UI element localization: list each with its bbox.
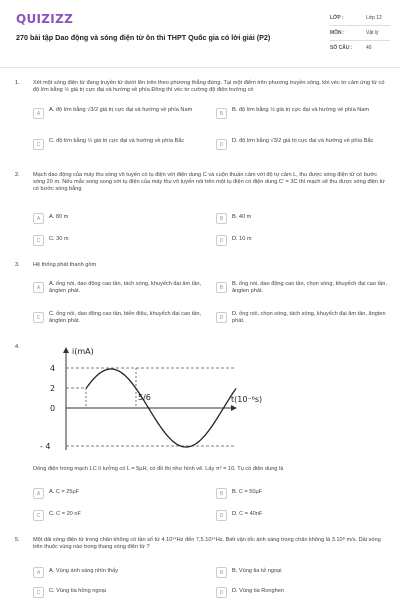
choice-letter-box: A — [33, 282, 44, 293]
choice-c[interactable]: C C. ống nói, dao động cao tần, biến điệu, khuyếch đại cao tần, ăngten phát. — [33, 310, 213, 330]
choice-label: độ lớn bằng √3/2 giá trị cực đại và hướng về phía Nam — [55, 107, 193, 113]
choice-letter-box: B — [216, 488, 227, 499]
choice-letter-box: B — [216, 213, 227, 224]
x-tick-5-6: 5/6 — [138, 393, 151, 402]
choice-label: 10 m — [239, 236, 252, 242]
question-text: Xét một sóng điện từ đang truyền từ dưới lên trên theo phương thẳng đứng. Tại một điểm trên phương truyền sóng, khi véc tơ cảm ứng từ có độ lớn bằng ½ giá trị cực đại và hướng về phía Đông thì véc tơ cường độ điện trường có — [33, 80, 385, 93]
current-graph — [36, 342, 296, 462]
choice-label: độ lớn bằng ½ giá trị cực đại và hướng về phía Bắc — [56, 138, 185, 144]
divider — [330, 40, 390, 41]
choice-letter-box: D — [216, 587, 227, 598]
choice-letter-box: A — [33, 108, 44, 119]
y-tick-2: 2 — [50, 384, 56, 393]
choice-label: Vùng ánh sáng nhìn thấy — [55, 568, 119, 574]
choice-letter-box: D — [216, 235, 227, 246]
choice-label: 80 m — [55, 214, 69, 220]
quizizz-logo: QUIZIZZ — [16, 12, 74, 26]
page-header — [0, 0, 400, 68]
choice-letter-box: C — [33, 587, 44, 598]
choice-label: Vùng tia tử ngoại — [238, 568, 282, 574]
question-text: Hệ thống phát thanh gồm — [33, 262, 97, 268]
choice-label: độ lớn bằng ½ giá trị cực đại và hướng về phía Nam — [238, 107, 370, 113]
y-tick-minus4: - 4 — [40, 442, 51, 451]
choice-d[interactable]: D D. 10 m — [216, 233, 396, 253]
choice-letter-box: B — [216, 108, 227, 119]
choice-label: C = 25μF — [55, 489, 80, 495]
choice-b[interactable]: B B. ống nói, dao động cao tần, chọn sóng, khuyếch đại cao tần, ăngten phát. — [216, 280, 396, 300]
divider — [330, 25, 390, 26]
page-title: 270 bài tập Dao động và sóng điện từ ôn thi THPT Quốc gia có lời giải (P2) — [16, 33, 271, 42]
choice-letter-box: A — [33, 213, 44, 224]
choice-label: ống nói, chọn sóng, tách sóng, khuyếch đại âm tần, ăngten phát. — [232, 311, 386, 324]
choice-label: 30 m — [56, 236, 69, 242]
choice-label: độ lớn bằng √3/2 giá trị cực đại và hướng về phía Bắc — [239, 138, 374, 144]
meta-label: LỚP : — [330, 15, 344, 21]
choice-letter-box: A — [33, 567, 44, 578]
choice-label: ống nói, dao động cao tần, tách sóng, khuyếch đại âm tần, ăngten phát. — [49, 281, 202, 294]
choice-letter-box: D — [216, 139, 227, 150]
question-number: 5. — [15, 537, 20, 543]
choice-letter-box: C — [33, 510, 44, 521]
choice-d[interactable]: D D. ống nói, chọn sóng, tách sóng, khuyếch đại âm tần, ăngten phát. — [216, 310, 396, 330]
choice-a[interactable]: A A. ống nói, dao động cao tần, tách sóng, khuyếch đại âm tần, ăngten phát. — [33, 280, 213, 300]
choice-b[interactable]: B B. Vùng tia tử ngoại — [216, 565, 396, 585]
choice-label: C = 40nF — [239, 511, 263, 517]
meta-value: 40 — [366, 45, 372, 51]
question-number: 1. — [15, 80, 20, 86]
choice-label: ống nói, dao động cao tần, chọn sóng, khuyếch đại cao tần, ăngten phát. — [232, 281, 387, 294]
choice-d[interactable]: D D. Vùng tia Ronghen — [216, 585, 396, 600]
choice-a[interactable]: A A. độ lớn bằng √3/2 giá trị cực đại và hướng về phía Nam — [33, 106, 213, 126]
choice-a[interactable]: A A. Vùng ánh sáng nhìn thấy — [33, 565, 213, 585]
question-text: Mạch dao động của máy thu sóng vô tuyến có tụ điện với điện dung C và cuộn thuần cảm với độ tự cảm L, thu được sóng điện từ có bước sóng 20 m. Nếu mắc song song với tụ điện của máy thu vô tuyến nói trên một tụ điện có điện dung C' = 3C thì mạch sẽ thu được sóng điện từ có bước sóng bằng — [33, 172, 385, 192]
meta-label: MÔN : — [330, 30, 345, 36]
y-axis-label: i(mA) — [72, 347, 94, 356]
question-text: Một dải sóng điện từ trong chân không có tần số từ 4.10¹⁴Hz đến 7,5.10¹⁴Hz. Biết vận tốc ánh sáng trong chân không là 3.10⁸ m/s. Dải sóng trên thuộc vùng nào trong thang sóng điện từ ? — [33, 537, 381, 550]
choice-c[interactable]: C C. Vùng tia hồng ngoại — [33, 585, 213, 600]
choice-d[interactable]: D D. C = 40nF — [216, 508, 396, 528]
choice-c[interactable]: C C. độ lớn bằng ½ giá trị cực đại và hướng về phía Bắc — [33, 137, 213, 157]
choice-b[interactable]: B B. độ lớn bằng ½ giá trị cực đại và hướng về phía Nam — [216, 106, 396, 126]
choice-letter-box: D — [216, 510, 227, 521]
meta-label: SỐ CÂU : — [330, 45, 353, 51]
choice-b[interactable]: B B. C = 50μF — [216, 486, 396, 506]
question-number: 2. — [15, 172, 20, 178]
choice-letter-box: C — [33, 235, 44, 246]
choice-label: 40 m — [238, 214, 252, 220]
choice-letter-box: D — [216, 312, 227, 323]
choice-label: C = 50μF — [238, 489, 263, 495]
question-number: 3. — [15, 262, 20, 268]
choice-letter-box: B — [216, 567, 227, 578]
y-tick-4: 4 — [50, 364, 56, 373]
question-text: Dòng điện trong mạch LC lí tưởng có L = 5μH, có đồ thị như hình vẽ. Lấy π² = 10. Tụ có điện dung là — [33, 466, 284, 472]
choice-c[interactable]: C C. C = 20 nF — [33, 508, 213, 528]
choice-letter-box: C — [33, 139, 44, 150]
choice-c[interactable]: C C. 30 m — [33, 233, 213, 253]
choice-label: Vùng tia hồng ngoại — [56, 588, 106, 594]
meta-value: Vật lý — [366, 30, 379, 36]
choice-b[interactable]: B B. 40 m — [216, 211, 396, 231]
choice-letter-box: A — [33, 488, 44, 499]
choice-label: Vùng tia Ronghen — [239, 588, 284, 594]
x-axis-label: t(10⁻⁶s) — [231, 395, 263, 404]
choice-label: C = 20 nF — [56, 511, 81, 517]
choice-letter-box: B — [216, 282, 227, 293]
y-tick-0: 0 — [50, 404, 56, 413]
choice-d[interactable]: D D. độ lớn bằng √3/2 giá trị cực đại và hướng về phía Bắc — [216, 137, 396, 157]
meta-value: Lớp 12 — [366, 15, 382, 21]
choice-a[interactable]: A A. 80 m — [33, 211, 213, 231]
choice-a[interactable]: A A. C = 25μF — [33, 486, 213, 506]
choice-label: ống nói, dao động cao tần, biến điệu, khuyếch đại cao tần, ăngten phát. — [49, 311, 202, 324]
question-number: 4. — [15, 344, 20, 350]
choice-letter-box: C — [33, 312, 44, 323]
